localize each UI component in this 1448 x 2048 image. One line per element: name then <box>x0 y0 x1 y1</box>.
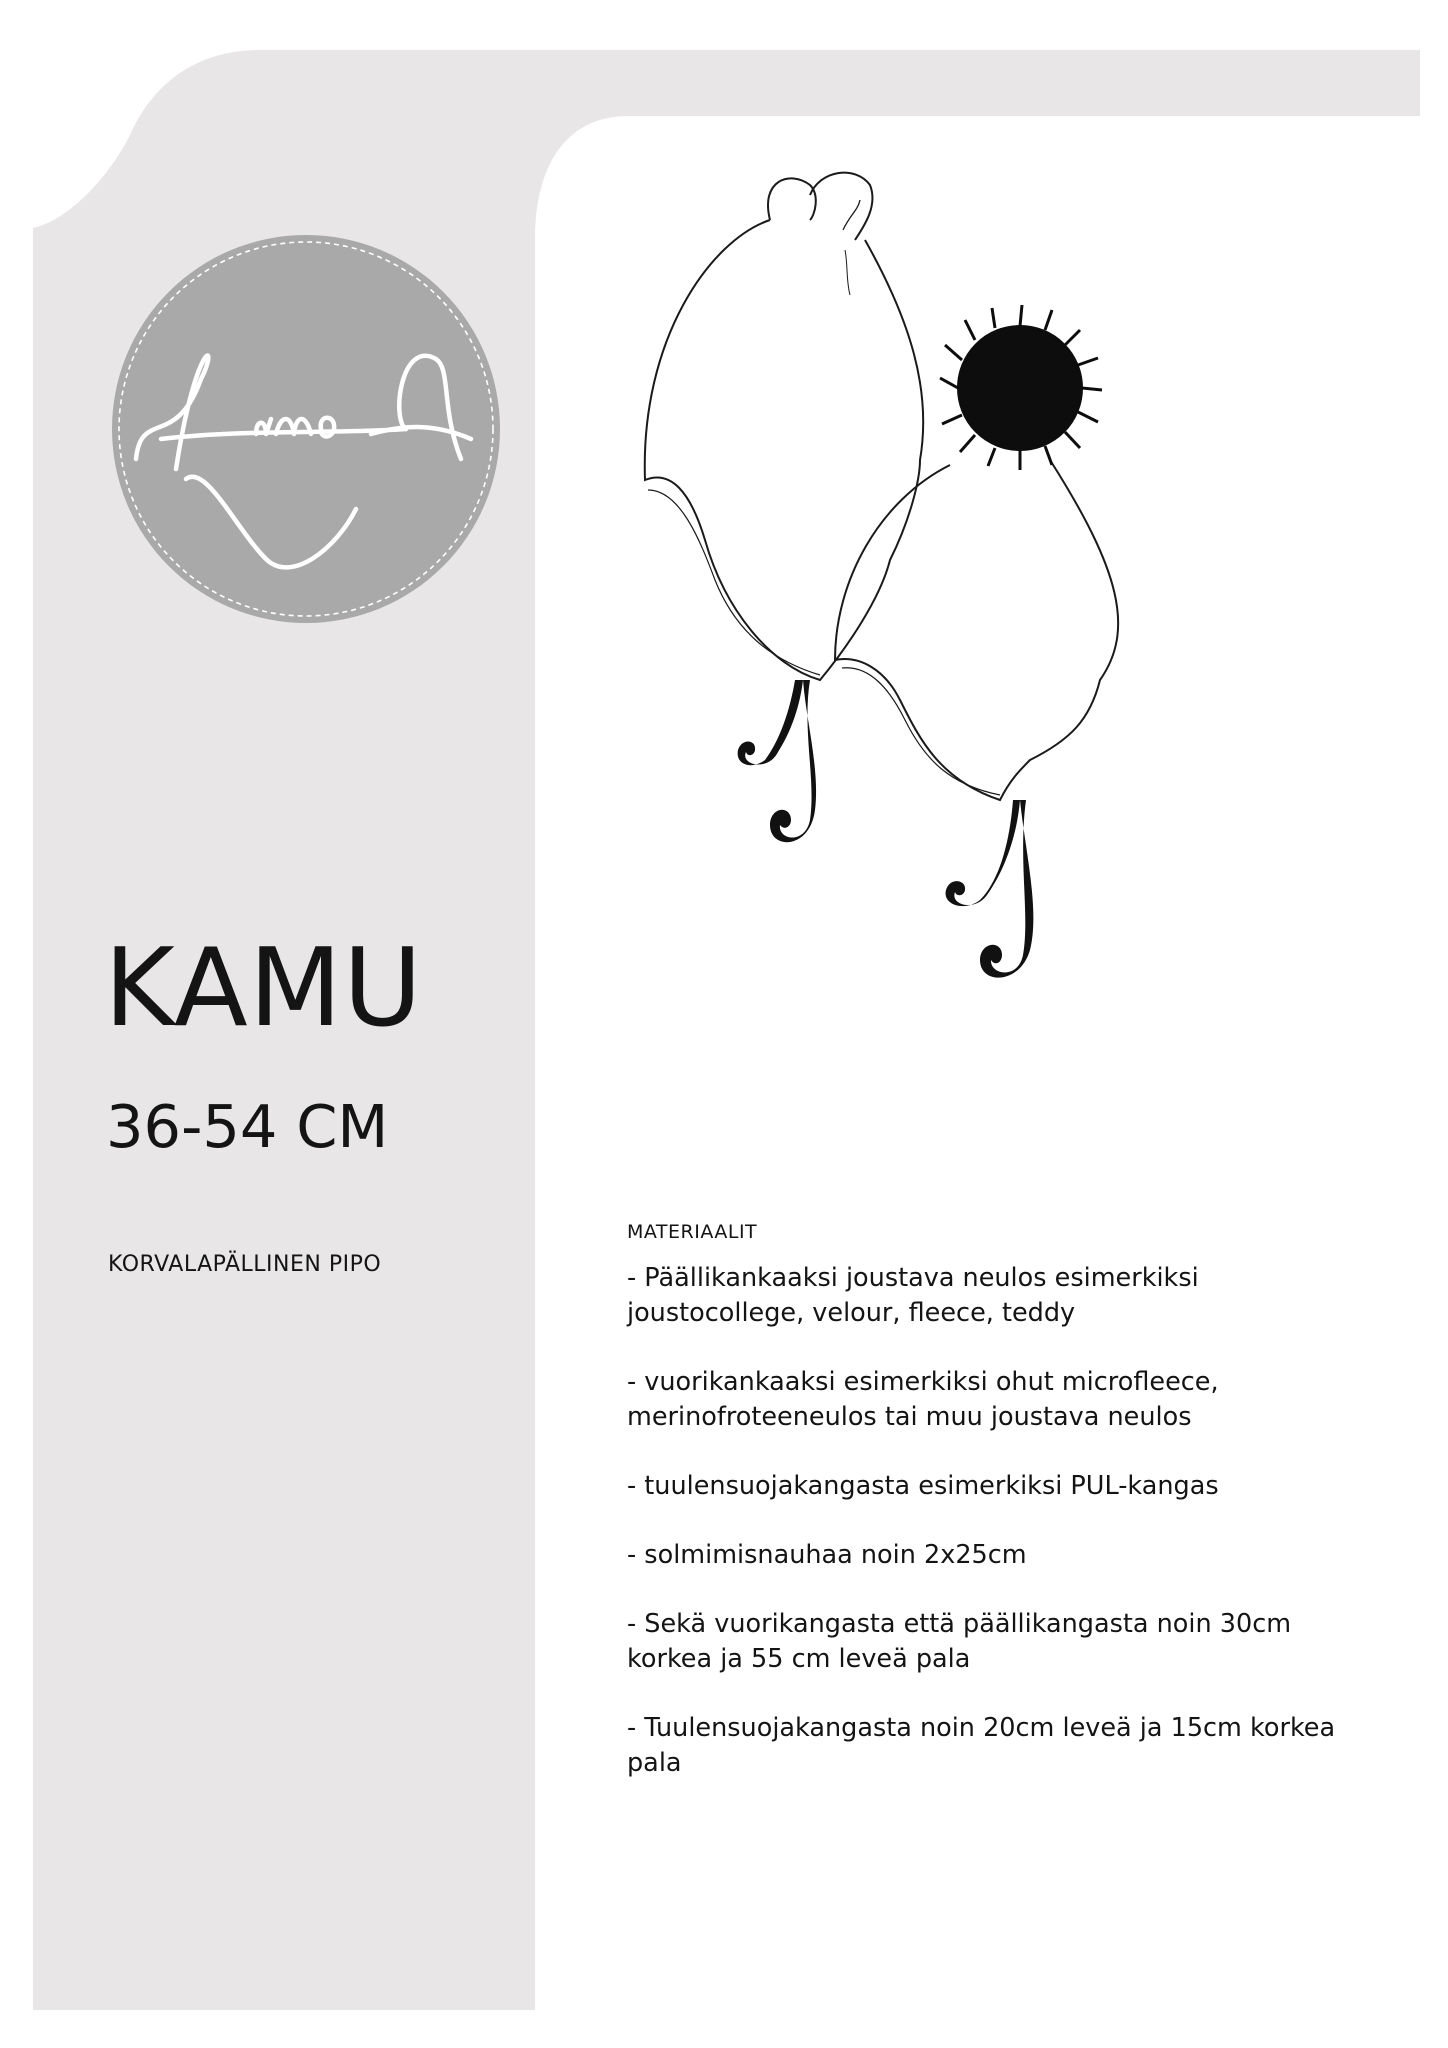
materials-list-item: - vuorikankaaksi esimerkiksi ohut microfleece, merinofroteeneulos tai muu joustava neulos <box>627 1366 1219 1432</box>
materials-list-item: - Sekä vuorikangasta että päällikangasta noin 30cm korkea ja 55 cm leveä pala <box>627 1608 1292 1674</box>
materials-list-item: - Päällikankaaksi joustava neulos esimerkiksi joustocollege, velour, fleece, teddy <box>627 1262 1199 1328</box>
hat-with-pompom-illustration <box>835 460 1118 800</box>
materials-section <box>627 1219 1387 1815</box>
hat-with-ears-illustration <box>645 173 923 680</box>
hat-pompom-ties <box>946 800 1034 978</box>
materials-list <box>627 1261 1387 1781</box>
materials-list-item: - tuulensuojakangasta esimerkiksi PUL-kangas <box>627 1470 1219 1501</box>
hat-ears-ties <box>738 680 816 842</box>
materials-heading: MATERIAALIT <box>627 1221 758 1243</box>
materials-list-item: - solmimisnauhaa noin 2x25cm <box>627 1539 1027 1570</box>
size-range: 36-54 CM <box>106 1092 389 1161</box>
hat-illustrations <box>620 160 1380 1150</box>
pompom <box>940 305 1102 470</box>
product-title: KAMU <box>104 926 424 1051</box>
product-type: KORVALAPÄLLINEN PIPO <box>108 1252 382 1277</box>
materials-list-item: - Tuulensuojakangasta noin 20cm leveä ja 15cm korkea pala <box>627 1712 1336 1778</box>
logo-badge-icon <box>106 229 506 629</box>
